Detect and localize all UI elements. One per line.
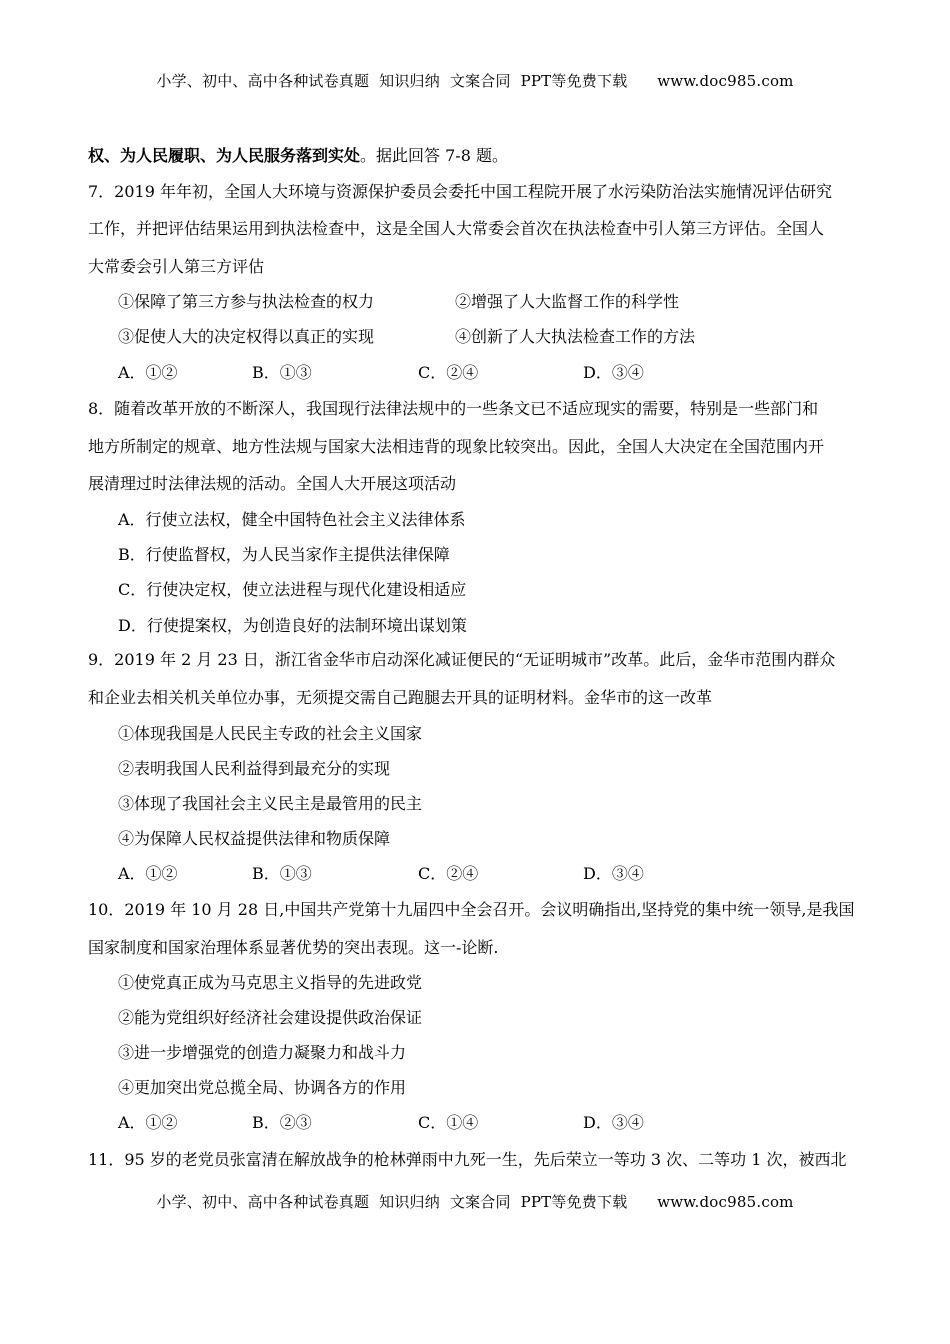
q9-option-c: C．②④ xyxy=(418,864,479,883)
q10-line-2: 国家制度和国家治理体系显著优势的突出表现。这一-论断. xyxy=(88,938,499,957)
q7-option-a: A．①② xyxy=(118,363,178,382)
q10-option-a: A．①② xyxy=(118,1113,178,1132)
q7-line-2: 工作，并把评估结果运用到执法检查中，这是全国人大常委会首次在执法检查中引人第三方评估。全国人 xyxy=(88,219,825,238)
q9-statement-4: ④为保障人民权益提供法律和物质保障 xyxy=(118,829,391,848)
q7-option-b: B．①③ xyxy=(252,363,312,382)
q10-option-d: D．③④ xyxy=(583,1113,644,1132)
page-footer: 小学、初中、高中各种试卷真题 知识归纳 文案合同 PPT等免费下载 www.doc985.com xyxy=(156,1193,794,1211)
q9-statement-3: ③体现了我国社会主义民主是最管用的民主 xyxy=(118,794,423,813)
intro-line xyxy=(88,146,508,166)
q7-option-d: D．③④ xyxy=(583,363,644,382)
q7-line-3: 大常委会引人第三方评估 xyxy=(88,257,265,276)
q10-option-b: B．②③ xyxy=(252,1113,312,1132)
q10-statement-1: ①使党真正成为马克思主义指导的先进政党 xyxy=(118,973,423,992)
q8-option-d: D．行使提案权，为创造良好的法制环境出谋划策 xyxy=(118,616,467,635)
q7-option-c: C．②④ xyxy=(418,363,479,382)
q10-statement-2: ②能为党组织好经济社会建设提供政治保证 xyxy=(118,1008,423,1027)
q9-line-2: 和企业去相关机关单位办事，无须提交需自己跑腿去开具的证明材料。金华市的这一改革 xyxy=(88,688,713,707)
q7-statement-2: ②增强了人大监督工作的科学性 xyxy=(455,292,680,311)
q7-statement-1: ①保障了第三方参与执法检查的权力 xyxy=(118,292,375,311)
q9-option-a: A．①② xyxy=(118,864,178,883)
q7-line-1: 7．2019 年年初，全国人大环境与资源保护委员会委托中国工程院开展了水污染防治法实施情况评估研究 xyxy=(88,182,832,201)
q9-option-b: B．①③ xyxy=(252,864,312,883)
q9-statement-1: ①体现我国是人民民主专政的社会主义国家 xyxy=(118,724,423,743)
q9-statement-2: ②表明我国人民利益得到最充分的实现 xyxy=(118,759,391,778)
q10-option-c: C．①④ xyxy=(418,1113,479,1132)
q11-line-1: 11．95 岁的老党员张富清在解放战争的枪林弹雨中九死一生，先后荣立一等功 3 次、二等功 1 次，被西北 xyxy=(88,1150,847,1169)
q7-statement-4: ④创新了人大执法检查工作的方法 xyxy=(455,327,696,346)
q8-option-a: A．行使立法权，健全中国特色社会主义法律体系 xyxy=(118,510,466,529)
q8-line-2: 地方所制定的规章、地方性法规与国家大法相违背的现象比较突出。因此，全国人大决定在全国范围内开 xyxy=(88,437,825,456)
intro-rest-text: 。据此回答 7-8 题。 xyxy=(360,146,508,165)
q8-option-b: B．行使监督权，为人民当家作主提供法律保障 xyxy=(118,545,450,564)
page-header: 小学、初中、高中各种试卷真题 知识归纳 文案合同 PPT等免费下载 www.doc985.com xyxy=(156,72,794,90)
q8-line-1: 8．随着改革开放的不断深人，我国现行法律法规中的一些条文已不适应现实的需要，特别是一些部门和 xyxy=(88,399,819,418)
q8-line-3: 展清理过时法律法规的活动。全国人大开展这项活动 xyxy=(88,474,457,493)
intro-bold-text: 权、为人民履职、为人民服务落到实处 xyxy=(88,146,361,165)
q8-option-c: C．行使决定权，使立法进程与现代化建设相适应 xyxy=(118,580,467,599)
q7-statement-3: ③促使人大的决定权得以真正的实现 xyxy=(118,327,375,346)
q10-statement-3: ③进一步增强党的创造力凝聚力和战斗力 xyxy=(118,1043,407,1062)
q10-line-1: 10．2019 年 10 月 28 日,中国共产党第十九届四中全会召开。会议明确指出,坚持党的集中统一领导,是我国 xyxy=(88,900,855,919)
q10-statement-4: ④更加突出党总揽全局、协调各方的作用 xyxy=(118,1078,407,1097)
q9-line-1: 9．2019 年 2 月 23 日，浙江省金华市启动深化减证便民的“无证明城市”改革。此后，金华市范围内群众 xyxy=(88,650,836,669)
q9-option-d: D．③④ xyxy=(583,864,644,883)
